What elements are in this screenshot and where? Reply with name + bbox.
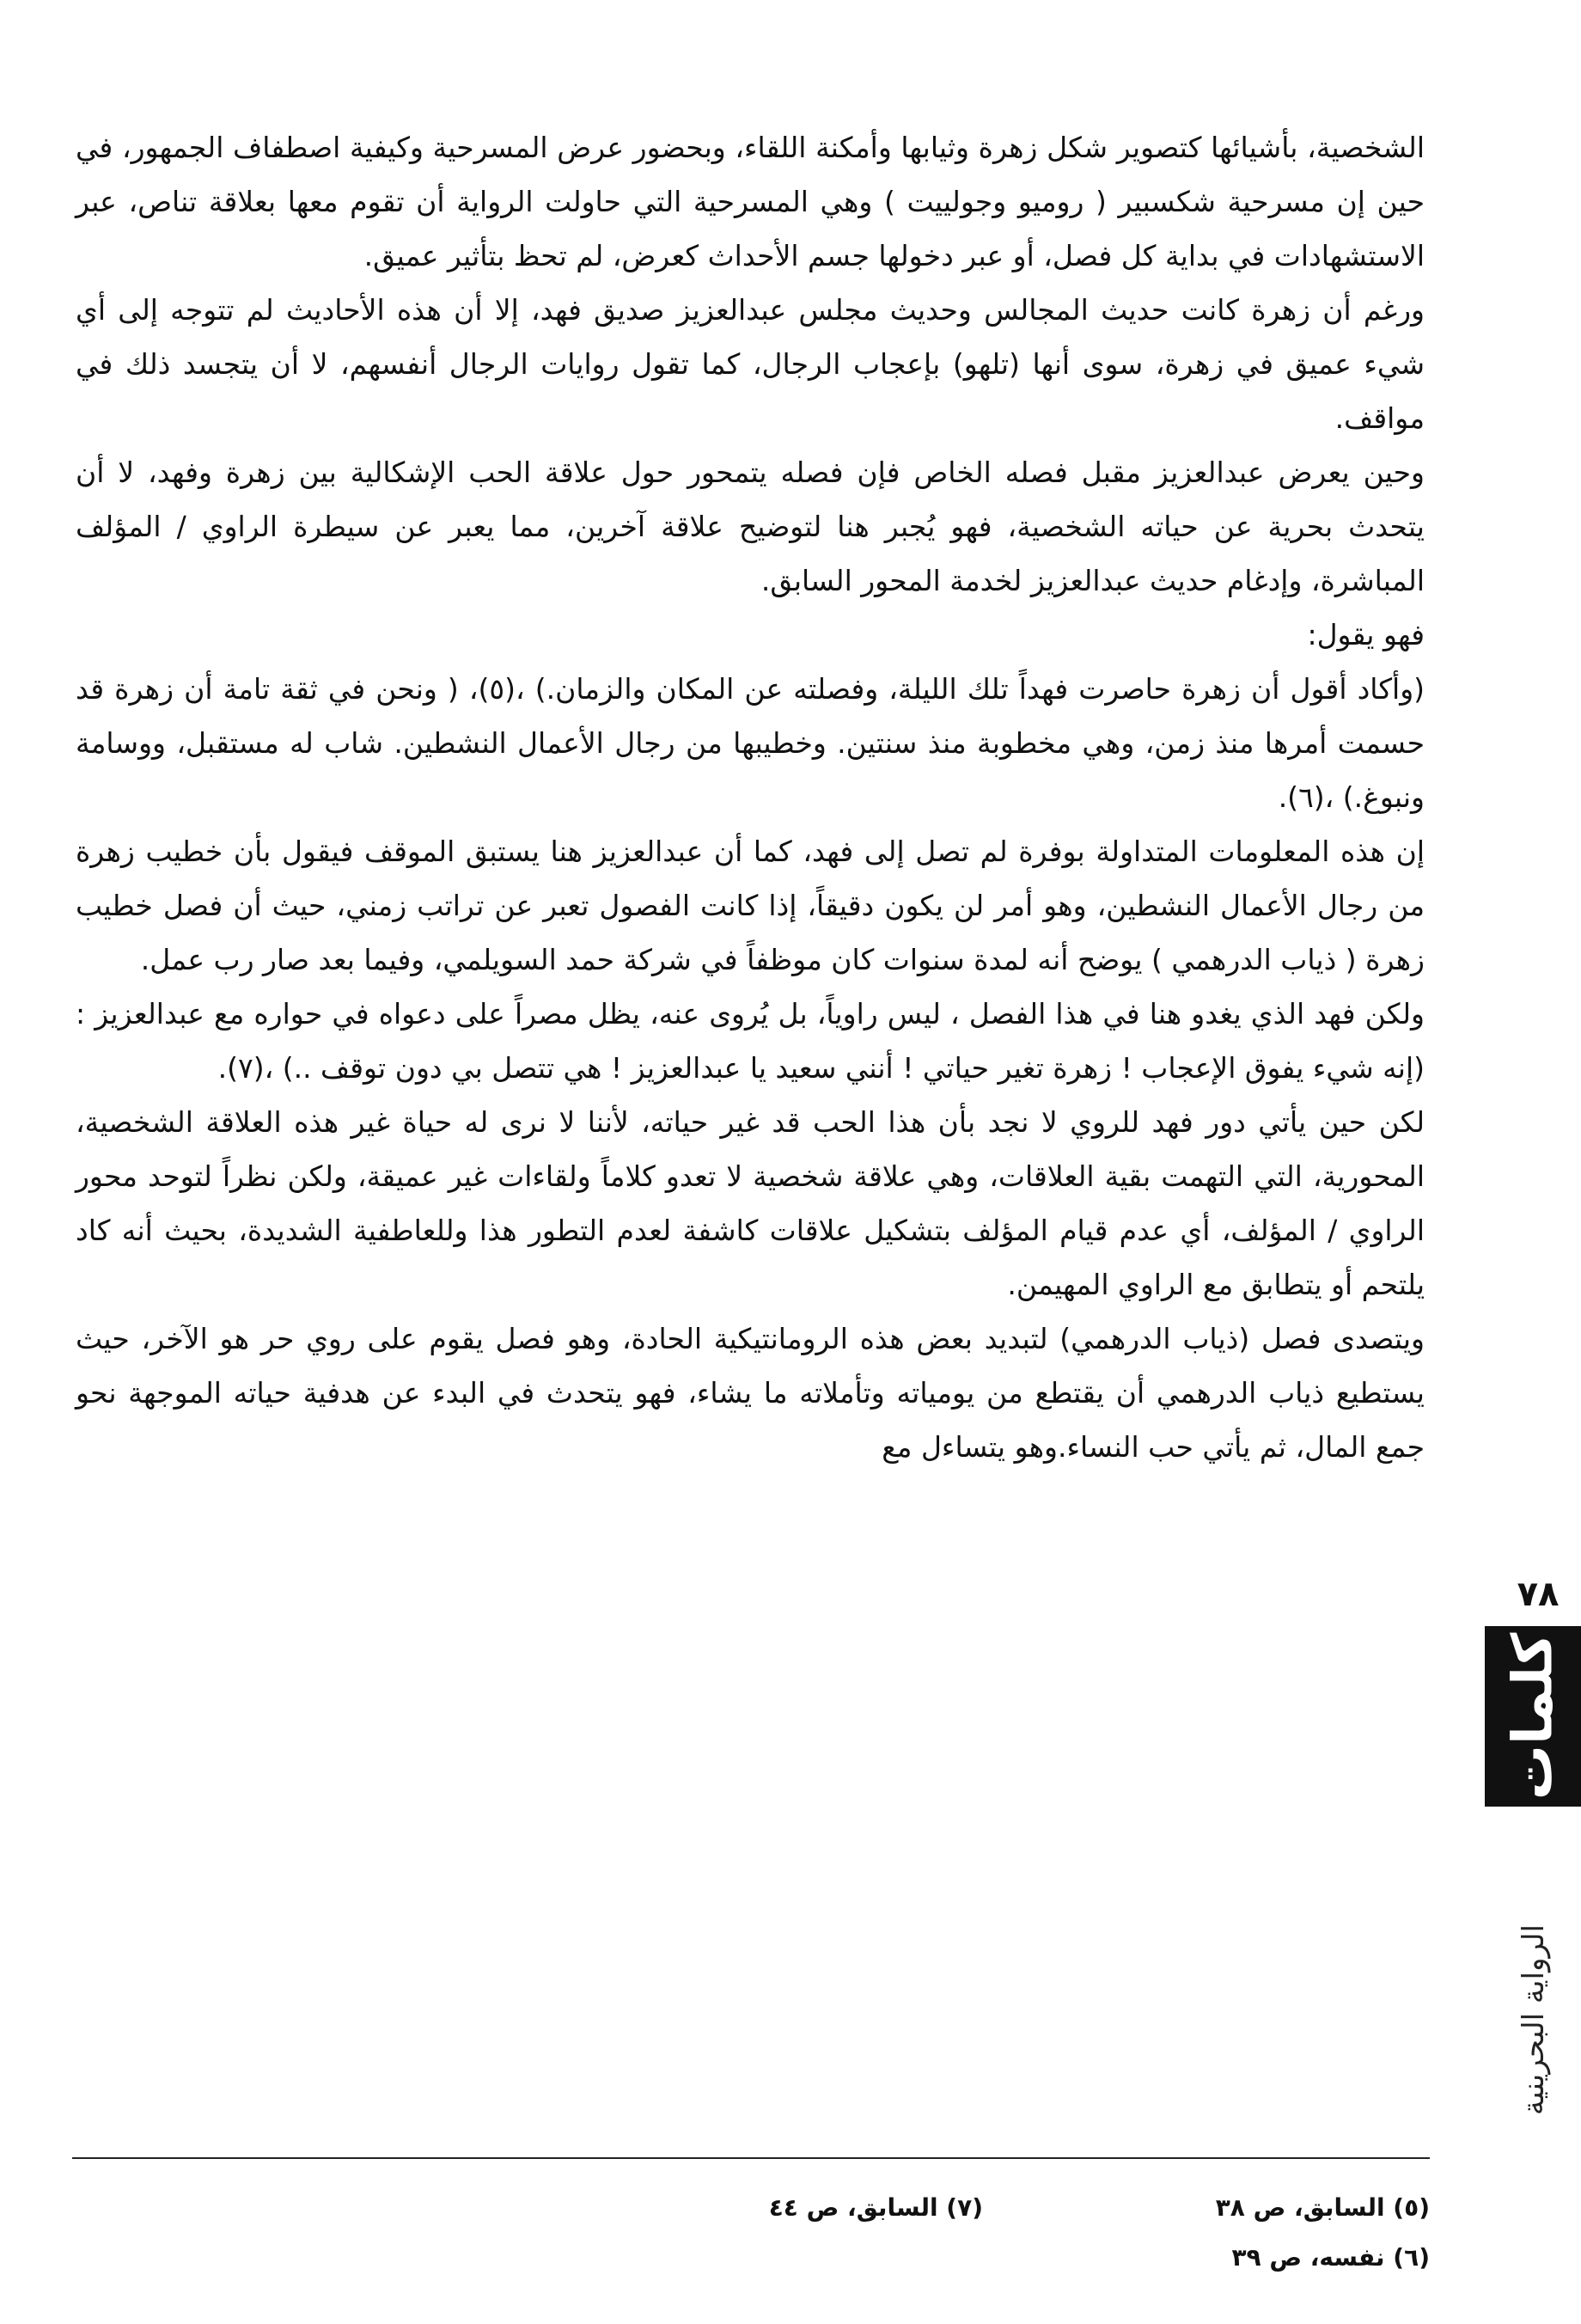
footnote-row-1 (72, 2183, 1430, 2233)
page-number: ٧٨ (1517, 1575, 1560, 1614)
footnote-divider (72, 2157, 1430, 2159)
kalimat-logo (1485, 1626, 1581, 1807)
footnote-5: (٥) السابق، ص ٣٨ (1215, 2193, 1430, 2222)
footnote-6: (٦) نفسه، ص ٣٩ (1231, 2243, 1430, 2272)
series-title-text: الرواية البحرينية (1517, 1924, 1552, 2115)
paragraph-8: لكن حين يأتي دور فهد للروي لا نجد بأن هذا الحب قد غير حياته، لأننا لا نرى له حياة غير هذه العلاقة الشخصية، المحورية، التي التهمت بقية العلاقات، وهي علاقة شخصية لا تعدو كلاماً ولقاءات غير عميقة، ولكن نظراً لتوحد محور الراوي / المؤلف، أي عدم قيام المؤلف بتشكيل علاقات كاشفة لعدم التطور هذا وللعاطفية الشديدة، بحيث أنه كاد يلتحم أو يتطابق مع الراوي المهيمن. (76, 1105, 1425, 1301)
footnote-row-2 (72, 2233, 1430, 2283)
body-text (76, 120, 1425, 1474)
paragraph-7: ولكن فهد الذي يغدو هنا في هذا الفصل ، ليس راوياً، بل يُروى عنه، يظل مصراً على دعواه في حواره مع عبدالعزيز : (إنه شيء يفوق الإعجاب ! زهرة تغير حياتي ! أنني سعيد يا عبدالعزيز ! هي تتصل بي دون توقف ..) ،(٧). (76, 997, 1425, 1085)
footnotes (72, 2183, 1430, 2283)
paragraph-5: (وأكاد أقول أن زهرة حاصرت فهداً تلك الليلة، وفصلته عن المكان والزمان.) ،(٥)، ( ونحن في ثقة تامة أن زهرة قد حسمت أمرها منذ زمن، وهي مخطوبة منذ سنتين. وخطيبها من رجال الأعمال النشطين. شاب له مستقبل، ووسامة ونبوغ.) ،(٦). (76, 672, 1425, 814)
series-title (1504, 1831, 1564, 2209)
footnote-7: (٧) السابق، ص ٤٤ (768, 2193, 983, 2222)
paragraph-2: ورغم أن زهرة كانت حديث المجالس وحديث مجلس عبدالعزيز صديق فهد، إلا أن هذه الأحاديث لم تتوجه إلى أي شيء عميق في زهرة، سوى أنها (تلهو) بإعجاب الرجال، كما تقول روايات الرجال أنفسهم، لا أن يتجسد ذلك في مواقف. (76, 293, 1425, 435)
paragraph-4: فهو يقول: (1307, 618, 1425, 651)
paragraph-9: ويتصدى فصل (ذياب الدرهمي) لتبديد بعض هذه الرومانتيكية الحادة، وهو فصل يقوم على روي حر هو الآخر، حيث يستطيع ذياب الدرهمي أن يقتطع من يومياته وتأملاته ما يشاء، فهو يتحدث في البدء عن هدفية حياته الموجهة نحو جمع المال، ثم يأتي حب النساء.وهو يتساءل مع (76, 1322, 1425, 1464)
paragraph-3: وحين يعرض عبدالعزيز مقبل فصله الخاص فإن فصله يتمحور حول علاقة الحب الإشكالية بين زهرة وفهد، لا أن يتحدث بحرية عن حياته الشخصية، فهو يُجبر هنا لتوضيح علاقة آخرين، مما يعبر عن سيطرة الراوي / المؤلف المباشرة، وإدغام حديث عبدالعزيز لخدمة المحور السابق. (76, 456, 1425, 597)
paragraph-6: إن هذه المعلومات المتداولة بوفرة لم تصل إلى فهد، كما أن عبدالعزيز هنا يستبق الموقف فيقول بأن خطيب زهرة من رجال الأعمال النشطين، وهو أمر لن يكون دقيقاً، إذا كانت الفصول تعبر عن تراتب زمني، حيث أن فصل خطيب زهرة ( ذياب الدرهمي ) يوضح أنه لمدة سنوات كان موظفاً في شركة حمد السويلمي، وفيما بعد صار رب عمل. (76, 835, 1425, 976)
paragraph-1: الشخصية، بأشيائها كتصوير شكل زهرة وثيابها وأمكنة اللقاء، وبحضور عرض المسرحية وكيفية اصطفاف الجمهور، في حين إن مسرحية شكسبير ( روميو وجولييت ) وهي المسرحية التي حاولت الرواية أن تقوم معها بعلاقة تناص، عبر الاستشهادات في بداية كل فصل، أو عبر دخولها جسم الأحداث كعرض، لم تحظ بتأثير عميق. (76, 131, 1425, 272)
logo-text: كلمات (1501, 1632, 1565, 1801)
